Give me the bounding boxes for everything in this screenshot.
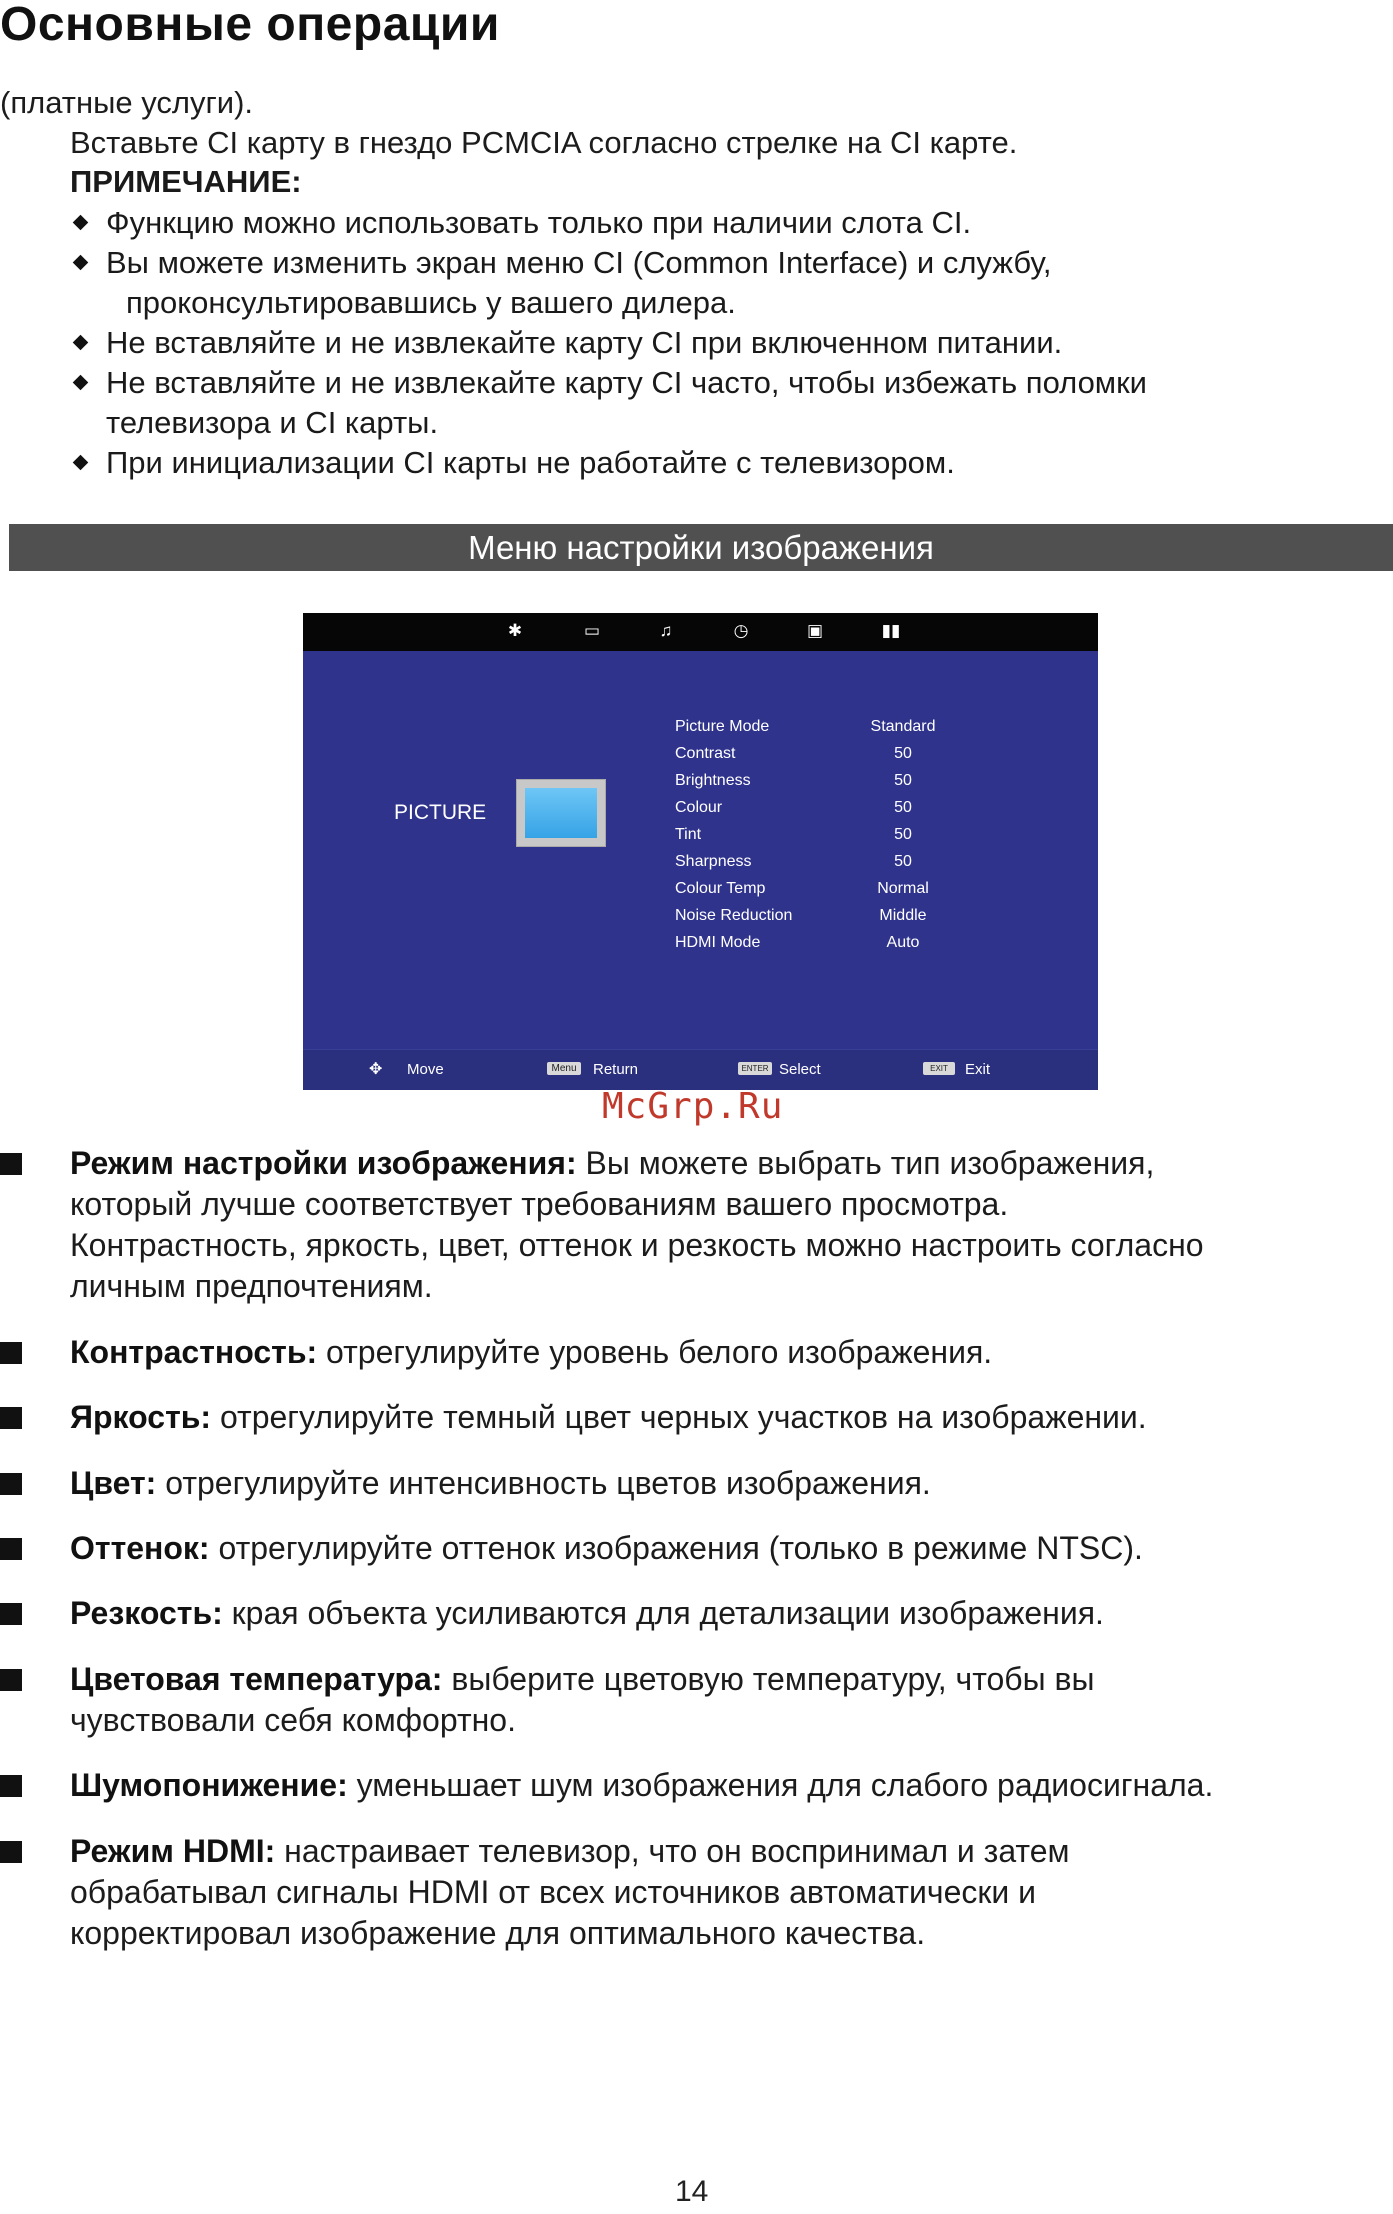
monitor-icon: ▭ [583,621,601,640]
picture-thumbnail-icon [516,779,606,847]
description-line: корректировал изображение для оптимального качества. [70,1915,926,1951]
description-line: обрабатывал сигналы HDMI от всех источников автоматически и [70,1874,1037,1910]
note-bullet: Не вставляйте и не извлекайте карту CI при включенном питании. [106,325,1063,360]
osd-item-value: Standard [870,718,936,735]
osd-item-label: Noise Reduction [675,907,793,924]
note-bullet: Вы можете изменить экран меню CI (Common Interface) и службу, [106,245,1052,280]
exit-key-icon: EXIT [923,1062,955,1075]
osd-item-value: 50 [894,853,912,870]
osd-item-label: Picture Mode [675,718,770,735]
page-number: 14 [675,2175,709,2208]
osd-footer-return: Return [593,1061,639,1078]
bullet-square-icon [0,1342,22,1364]
description-item [70,1528,1143,1569]
bullet-diamond-icon [73,335,89,351]
watermark: McGrp.Ru [602,1086,784,1127]
bullet-square-icon [0,1603,22,1625]
bullet-square-icon [0,1669,22,1691]
tv-picture-menu-screenshot [303,613,1098,1090]
osd-item-label: HDMI Mode [675,934,761,951]
description-line: Контрастность, яркость, цвет, оттенок и резкость можно настроить согласно [70,1227,1204,1263]
description-line: личным предпочтениям. [70,1268,433,1304]
osd-footer-exit: Exit [965,1061,991,1078]
description-text: выберите цветовую температуру, чтобы вы [442,1661,1095,1697]
description-item [70,1397,1147,1438]
osd-item-label: Colour Temp [675,880,766,897]
osd-item-label: Sharpness [675,853,752,870]
bullet-diamond-icon [73,455,89,471]
osd-item-label: Contrast [675,745,736,762]
description-text: настраивает телевизор, что он воспринимал и затем [275,1833,1070,1869]
osd-item-value: Normal [877,880,929,897]
description-item [70,1143,1154,1184]
description-term: Режим настройки изображения: [70,1145,577,1181]
osd-footer-move: Move [407,1061,444,1078]
osd-footer-bar [303,1049,1098,1090]
description-term: Шумопонижение: [70,1767,348,1803]
description-term: Режим HDMI: [70,1833,276,1869]
osd-item-value: 50 [894,826,912,843]
description-line: чувствовали себя комфортно. [70,1702,516,1738]
osd-item-value: 50 [894,799,912,816]
description-text: уменьшает шум изображения для слабого радиосигнала. [347,1767,1214,1803]
description-line: который лучше соответствует требованиям вашего просмотра. [70,1186,1009,1222]
description-text: отрегулируйте темный цвет черных участков на изображении. [211,1399,1147,1435]
osd-item-value: Middle [879,907,927,924]
description-term: Яркость: [70,1399,212,1435]
osd-menu-title: PICTURE [394,801,487,824]
description-term: Контрастность: [70,1334,318,1370]
description-text: отрегулируйте интенсивность цветов изображения. [156,1465,931,1501]
music-note-icon: ♫ [659,621,673,640]
note-bullet-continuation: телевизора и CI карты. [106,405,439,440]
gear-icon: ✱ [507,621,523,640]
description-item [70,1765,1213,1806]
note-bullet: Не вставляйте и не извлекайте карту CI часто, чтобы избежать поломки [106,365,1147,400]
enter-key-icon: ENTER [738,1062,772,1075]
description-item [70,1831,1070,1872]
bullet-square-icon [0,1841,22,1863]
description-text: отрегулируйте уровень белого изображения. [317,1334,993,1370]
bullet-diamond-icon [73,215,89,231]
description-term: Оттенок: [70,1530,210,1566]
osd-item-value: 50 [894,772,912,789]
note-label: ПРИМЕЧАНИЕ: [70,164,302,199]
clock-icon: ◷ [733,621,749,640]
osd-item-label: Brightness [675,772,751,789]
bullet-square-icon [0,1775,22,1797]
move-arrows-icon: ✥ [369,1061,383,1078]
description-item [70,1332,992,1373]
intro-line: Вставьте CI карту в гнездо PCMCIA согласно стрелке на CI карте. [70,125,1018,160]
description-term: Цветовая температура: [70,1661,443,1697]
osd-item-value: 50 [894,745,912,762]
description-item [70,1463,931,1504]
osd-top-bar [303,613,1098,651]
split-screen-icon: ▮▮ [881,621,901,640]
osd-item-label: Tint [675,826,702,843]
page-title: Основные операции [0,0,500,51]
osd-footer-select: Select [779,1061,821,1078]
osd-item-value: Auto [886,934,920,951]
description-item [70,1593,1104,1634]
description-term: Резкость: [70,1595,223,1631]
bullet-diamond-icon [73,255,89,271]
description-text: отрегулируйте оттенок изображения (только в режиме NTSC). [209,1530,1143,1566]
section-title-bar: Меню настройки изображения [9,524,1393,571]
bullet-diamond-icon [73,375,89,391]
bullet-square-icon [0,1538,22,1560]
bullet-square-icon [0,1153,22,1175]
note-bullet-continuation: проконсультировавшись у вашего дилера. [126,285,736,320]
description-term: Цвет: [70,1465,157,1501]
note-bullet: Функцию можно использовать только при наличии слота CI. [106,205,972,240]
osd-item-label: Colour [675,799,723,816]
lock-icon: ▣ [806,621,824,640]
description-text: края объекта усиливаются для детализации изображения. [222,1595,1104,1631]
intro-line: (платные услуги). [0,85,254,120]
description-text: Вы можете выбрать тип изображения, [576,1145,1155,1181]
bullet-square-icon [0,1407,22,1429]
menu-key-icon: Menu [547,1062,581,1075]
bullet-square-icon [0,1473,22,1495]
description-item [70,1659,1095,1700]
note-bullet: При инициализации CI карты не работайте с телевизором. [106,445,955,480]
